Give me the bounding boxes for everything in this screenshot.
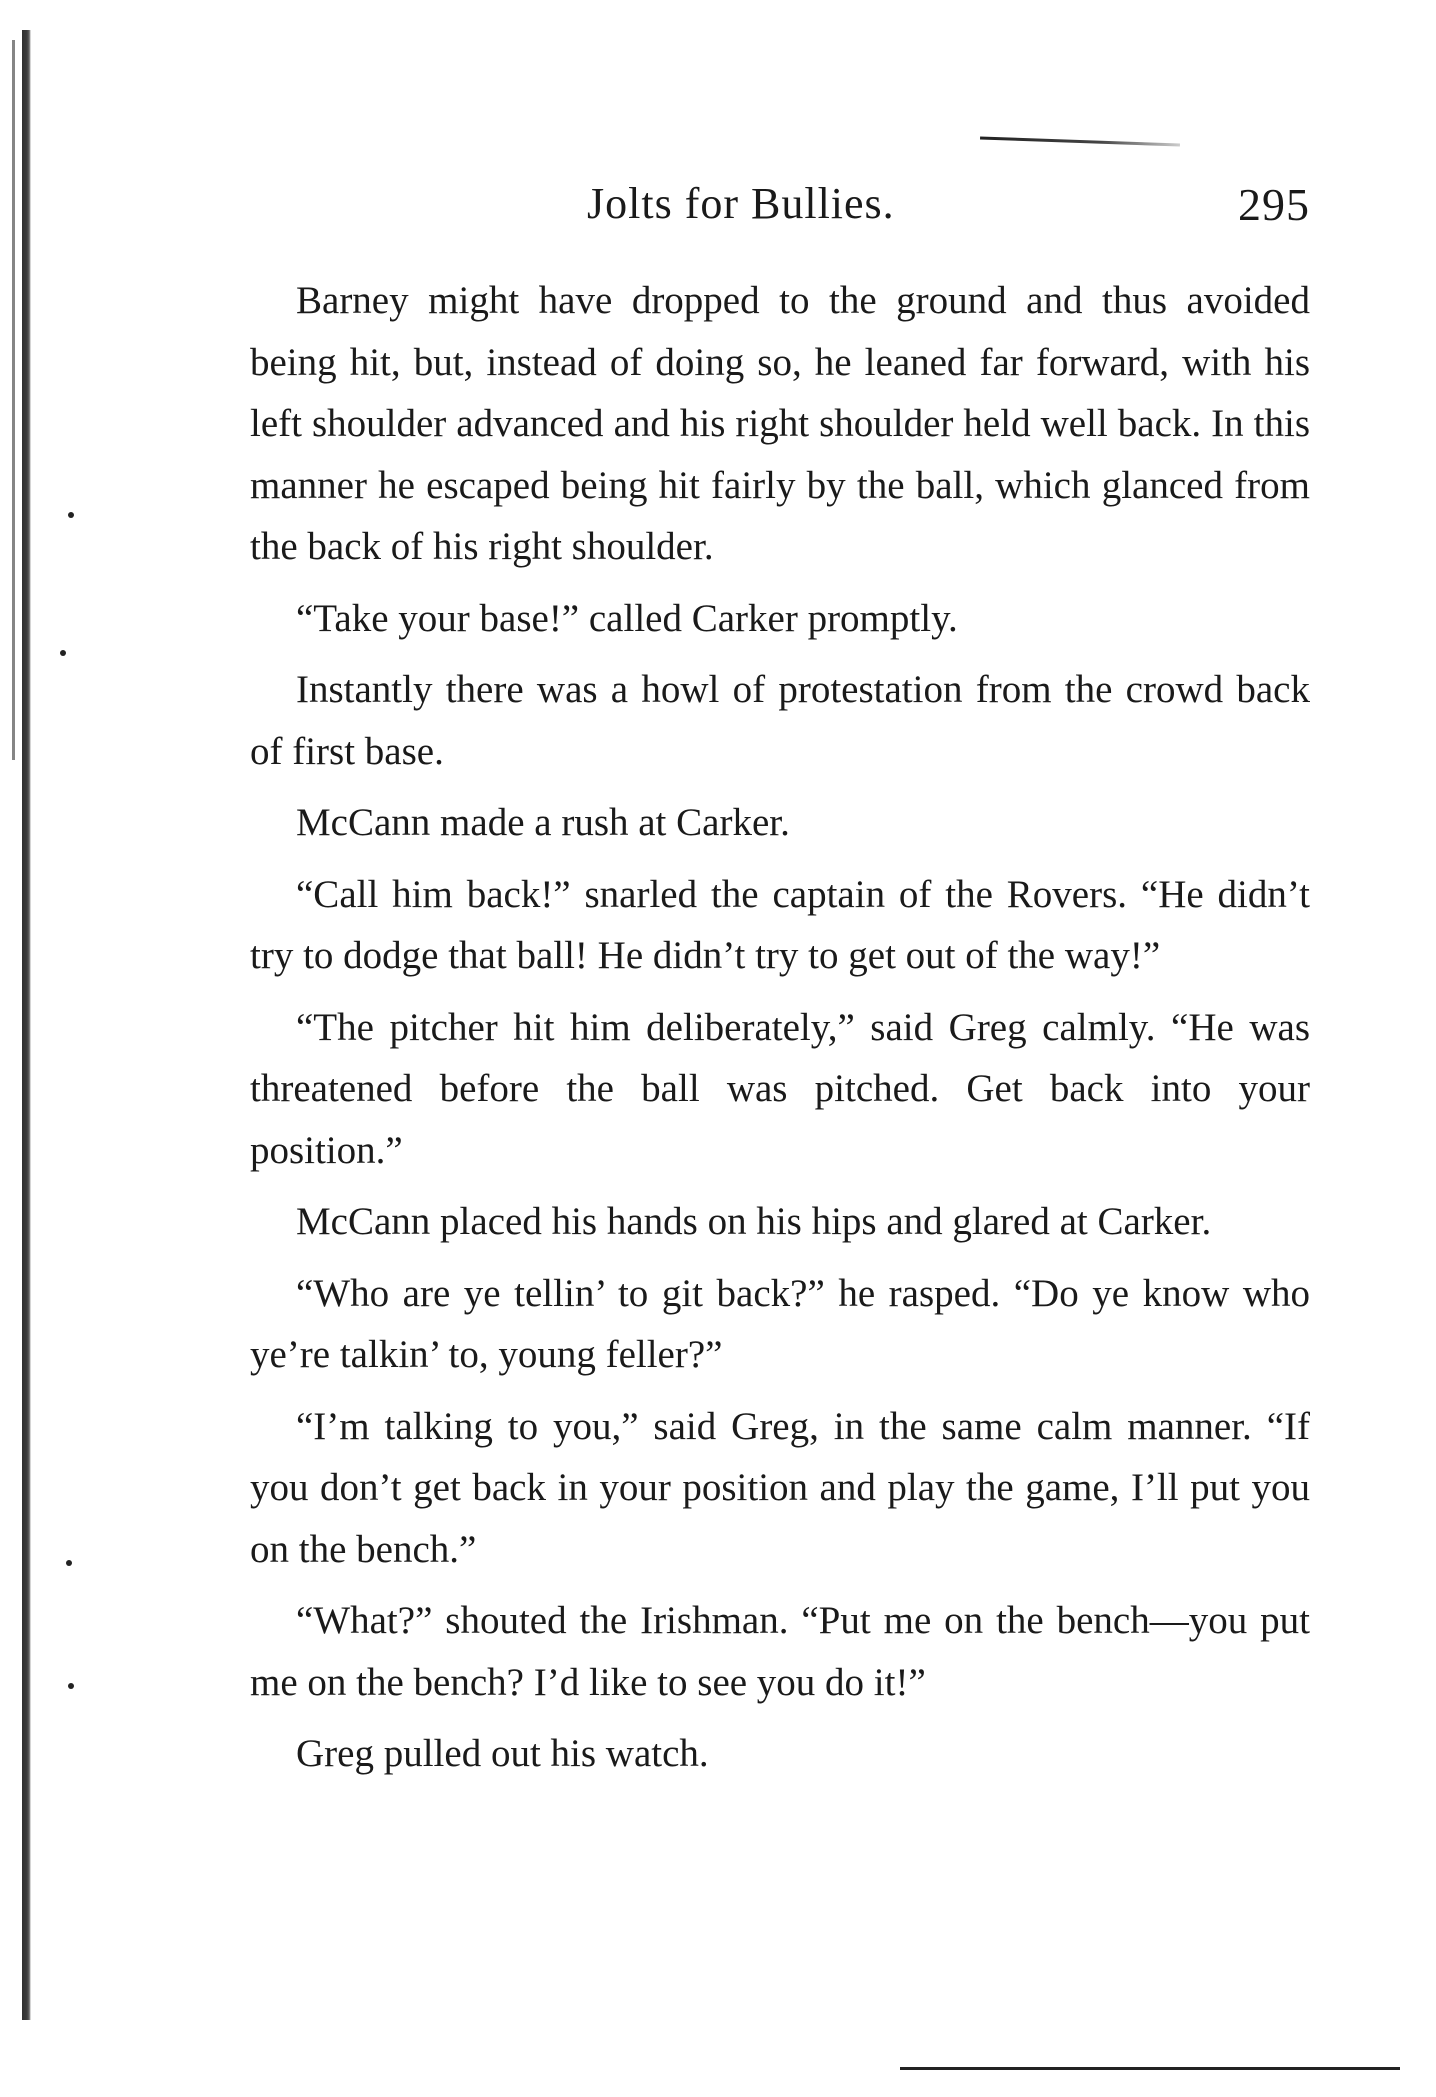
paragraph: Instantly there was a howl of protestation from the crowd back of first base.: [250, 668, 1310, 773]
paragraph: McCann placed his hands on his hips and glared at Carker.: [296, 1200, 1212, 1243]
paragraph: “I’m talking to you,” said Greg, in the same calm manner. “If you don’t get back in your position and play the game, I’ll put you on the bench.”: [250, 1404, 1310, 1571]
top-ink-rule: [980, 137, 1180, 147]
paragraph: “Who are ye tellin’ to git back?” he rasped. “Do ye know who ye’re talkin’ to, young feller?”: [250, 1271, 1310, 1376]
paragraph: “Take your base!” called Carker promptly.: [296, 596, 958, 640]
ink-speck: [66, 1560, 72, 1566]
binding-edge-shadow: [12, 40, 15, 760]
running-head: Jolts for Bullies.: [587, 179, 895, 228]
bottom-ink-rule: [900, 2067, 1400, 2070]
body-text: [250, 270, 1310, 1795]
paragraph: McCann made a rush at Carker.: [296, 801, 790, 844]
binding-edge: [22, 30, 31, 2020]
ink-speck: [68, 512, 74, 518]
paragraph: “Call him back!” snarled the captain of the Rovers. “He didn’t try to dodge that ball! He didn’t try to get out of the way!”: [250, 872, 1310, 977]
paragraph: “What?” shouted the Irishman. “Put me on the bench—you put me on the bench? I’d like to see you do it!”: [250, 1599, 1310, 1704]
paragraph: “The pitcher hit him deliberately,” said Greg calmly. “He was threatened before the ball was pitched. Get back into your position.”: [250, 1005, 1310, 1172]
paragraph: Greg pulled out his watch.: [296, 1732, 709, 1775]
ink-speck: [68, 1683, 74, 1689]
ink-speck: [60, 650, 66, 656]
paragraph: Barney might have dropped to the ground and thus avoided being hit, but, instead of doing so, he leaned far forward, with his left shoulder advanced and his right shoulder held well back. In this manner he escaped being hit fairly by the ball, which glanced from the back of his right shoulder.: [250, 279, 1310, 568]
page-header: [250, 178, 1310, 238]
page-number: 295: [1238, 179, 1310, 230]
